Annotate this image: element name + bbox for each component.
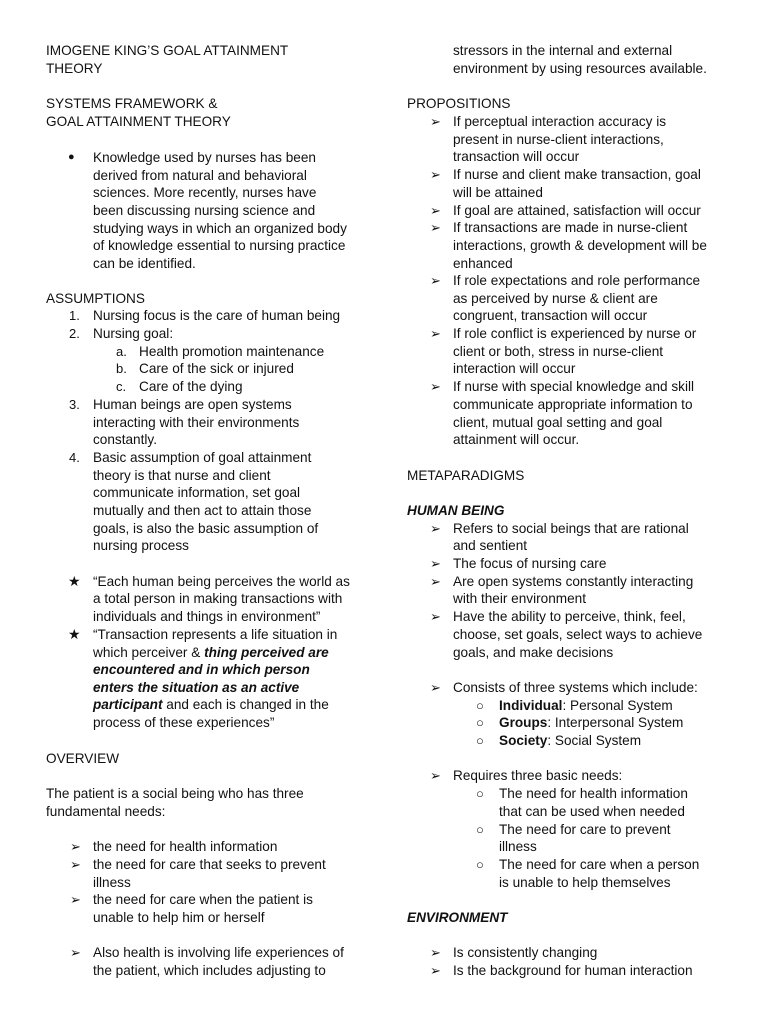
intro-text: of knowledge essential to nursing practice — [93, 238, 346, 253]
section-subtitle-line2: GOAL ATTAINMENT THEORY — [46, 114, 231, 129]
arrow-bullet-icon: ➢ — [430, 379, 441, 394]
proposition-item: If nurse with special knowledge and skill — [453, 379, 695, 394]
sub-item: Health promotion maintenance — [139, 344, 325, 359]
need-item: the need for care that seeks to prevent — [93, 857, 326, 872]
arrow-bullet-icon: ➢ — [430, 768, 441, 783]
need-item: illness — [93, 875, 131, 890]
human-being-item: Consists of three systems which include: — [453, 680, 698, 695]
human-being-item: Have the ability to perceive, think, feel, — [453, 609, 686, 624]
assumption-item: Basic assumption of goal attainment — [93, 450, 312, 465]
list-letter: b. — [116, 361, 127, 376]
assumptions-heading: ASSUMPTIONS — [46, 291, 145, 306]
basic-need-item: The need for care to prevent — [499, 822, 671, 837]
arrow-bullet-icon: ➢ — [430, 203, 441, 218]
proposition-item: congruent, transaction will occur — [453, 308, 648, 323]
human-being-item: choose, set goals, select ways to achieve — [453, 627, 703, 642]
environment-heading: ENVIRONMENT — [407, 910, 508, 925]
proposition-item: interaction will occur — [453, 361, 576, 376]
quote-emphasis: participant — [93, 697, 163, 712]
proposition-item: client or both, stress in nurse-client — [453, 344, 664, 359]
overview-text: The patient is a social being who has three — [46, 786, 304, 801]
proposition-item: If role conflict is experienced by nurse or — [453, 326, 697, 341]
list-number: 1. — [69, 308, 80, 323]
arrow-bullet-icon: ➢ — [430, 609, 441, 624]
arrow-bullet-icon: ➢ — [70, 945, 81, 960]
proposition-item: attainment will occur. — [453, 432, 580, 447]
arrow-bullet-icon: ➢ — [430, 680, 441, 695]
quote-emphasis: enters the situation as an active — [93, 680, 300, 695]
quote-plain: and each is changed in the — [162, 697, 329, 712]
need-item: the need for care when the patient is — [93, 892, 313, 907]
quote-text — [93, 696, 329, 714]
proposition-item: present in nurse-client interactions, — [453, 132, 664, 147]
list-number: 3. — [69, 397, 80, 412]
list-letter: a. — [116, 344, 127, 359]
proposition-item: client, mutual goal setting and goal — [453, 415, 663, 430]
proposition-item: will be attained — [453, 185, 543, 200]
basic-need-item: The need for care when a person — [499, 857, 700, 872]
document-title: IMOGENE KING’S GOAL ATTAINMENT — [46, 43, 289, 58]
quote-plain: which perceiver & — [93, 645, 205, 660]
assumption-item: mutually and then act to attain those — [93, 503, 312, 518]
proposition-item: transaction will occur — [453, 149, 580, 164]
assumption-item: communicate information, set goal — [93, 485, 301, 500]
arrow-bullet-icon: ➢ — [430, 556, 441, 571]
arrow-bullet-icon: ➢ — [430, 521, 441, 536]
assumption-item: Nursing goal: — [93, 326, 174, 341]
assumption-item: Human beings are open systems — [93, 397, 292, 412]
human-being-item: The focus of nursing care — [453, 556, 607, 571]
human-being-item: Requires three basic needs: — [453, 768, 623, 783]
intro-text: been discussing nursing science and — [93, 203, 316, 218]
intro-text: studying ways in which an organized body — [93, 221, 347, 236]
proposition-item: interactions, growth & development will be — [453, 238, 707, 253]
human-being-item: Are open systems constantly interacting — [453, 574, 694, 589]
assumption-item: goals, is also the basic assumption of — [93, 521, 319, 536]
human-being-item: with their environment — [453, 591, 586, 606]
system-term: Society — [499, 733, 548, 748]
system-item — [499, 697, 673, 715]
circle-bullet-icon: ○ — [476, 857, 484, 872]
intro-text: can be identified. — [93, 256, 196, 271]
intro-text: Knowledge used by nurses has been — [93, 150, 316, 165]
proposition-item: as perceived by nurse & client are — [453, 291, 658, 306]
human-being-item: Refers to social beings that are rational — [453, 521, 689, 536]
proposition-item: communicate appropriate information to — [453, 397, 693, 412]
system-desc: : Interpersonal System — [547, 715, 684, 730]
arrow-bullet-icon: ➢ — [70, 839, 81, 854]
human-being-item: and sentient — [453, 538, 528, 553]
arrow-bullet-icon: ➢ — [430, 963, 441, 978]
quote-emphasis: thing perceived are — [204, 645, 329, 660]
section-subtitle: SYSTEMS FRAMEWORK & — [46, 96, 218, 111]
arrow-bullet-icon: ➢ — [430, 220, 441, 235]
sub-item: Care of the dying — [139, 379, 243, 394]
assumption-item: interacting with their environments — [93, 415, 300, 430]
star-icon: ★ — [68, 573, 81, 589]
proposition-item: enhanced — [453, 256, 513, 271]
arrow-bullet-icon: ➢ — [430, 574, 441, 589]
arrow-bullet-icon: ➢ — [430, 114, 441, 129]
quote-text: “Each human being perceives the world as — [93, 574, 350, 589]
arrow-bullet-icon: ➢ — [70, 857, 81, 872]
basic-need-item: The need for health information — [499, 786, 688, 801]
quote-text: process of these experiences” — [93, 715, 275, 730]
system-item — [499, 714, 683, 732]
basic-need-item: that can be used when needed — [499, 804, 685, 819]
metaparadigms-heading: METAPARADIGMS — [407, 468, 525, 483]
quote-text — [93, 644, 329, 662]
also-text: the patient, which includes adjusting to — [93, 963, 326, 978]
intro-text: derived from natural and behavioral — [93, 168, 307, 183]
need-item: the need for health information — [93, 839, 278, 854]
circle-bullet-icon: ○ — [476, 786, 484, 801]
assumption-item: theory is that nurse and client — [93, 468, 271, 483]
propositions-heading: PROPOSITIONS — [407, 96, 511, 111]
sub-item: Care of the sick or injured — [139, 361, 294, 376]
bullet-icon: ● — [68, 151, 75, 163]
quote-text: individuals and things in environment” — [93, 609, 321, 624]
circle-bullet-icon: ○ — [476, 822, 484, 837]
system-item — [499, 732, 641, 750]
list-number: 4. — [69, 450, 80, 465]
continued-text: stressors in the internal and external — [453, 43, 673, 58]
arrow-bullet-icon: ➢ — [70, 892, 81, 907]
basic-need-item: illness — [499, 839, 537, 854]
basic-need-item: is unable to help themselves — [499, 875, 671, 890]
overview-heading: OVERVIEW — [46, 751, 120, 766]
system-desc: : Social System — [547, 733, 642, 748]
list-letter: c. — [116, 379, 127, 394]
overview-text: fundamental needs: — [46, 804, 166, 819]
list-number: 2. — [69, 326, 80, 341]
system-desc: : Personal System — [562, 698, 673, 713]
arrow-bullet-icon: ➢ — [430, 167, 441, 182]
environment-item: Is the background for human interaction — [453, 963, 693, 978]
assumption-item: constantly. — [93, 432, 157, 447]
circle-bullet-icon: ○ — [476, 715, 484, 730]
environment-item: Is consistently changing — [453, 945, 598, 960]
continued-text: environment by using resources available. — [453, 61, 707, 76]
quote-text: a total person in making transactions with — [93, 591, 343, 606]
proposition-item: If role expectations and role performance — [453, 273, 701, 288]
need-item: unable to help him or herself — [93, 910, 265, 925]
star-icon: ★ — [68, 626, 81, 642]
circle-bullet-icon: ○ — [476, 698, 484, 713]
also-text: Also health is involving life experiences of — [93, 945, 344, 960]
arrow-bullet-icon: ➢ — [430, 945, 441, 960]
quote-emphasis: encountered and in which person — [93, 662, 310, 677]
proposition-item: If goal are attained, satisfaction will occur — [453, 203, 701, 218]
circle-bullet-icon: ○ — [476, 733, 484, 748]
quote-text: “Transaction represents a life situation in — [93, 627, 338, 642]
system-term: Groups — [499, 715, 548, 730]
document-title-line2: THEORY — [46, 61, 103, 76]
proposition-item: If transactions are made in nurse-client — [453, 220, 688, 235]
system-term: Individual — [499, 698, 563, 713]
human-being-item: goals, and make decisions — [453, 645, 614, 660]
assumption-item: Nursing focus is the care of human being — [93, 308, 341, 323]
proposition-item: If nurse and client make transaction, goal — [453, 167, 701, 182]
arrow-bullet-icon: ➢ — [430, 273, 441, 288]
assumption-item: nursing process — [93, 538, 189, 553]
intro-text: sciences. More recently, nurses have — [93, 185, 317, 200]
proposition-item: If perceptual interaction accuracy is — [453, 114, 667, 129]
human-being-heading: HUMAN BEING — [407, 503, 505, 518]
arrow-bullet-icon: ➢ — [430, 326, 441, 341]
